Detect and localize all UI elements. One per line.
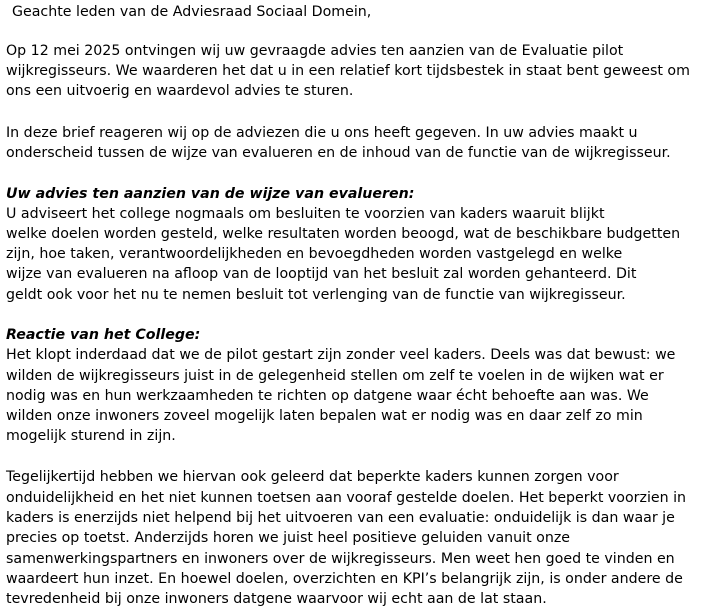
- section-heading-advice: Uw advies ten aanzien van de wijze van evalueren:: [6, 186, 415, 202]
- advice-line-2: welke doelen worden gesteld, welke resultaten worden beoogd, wat de beschikbare budgetten: [6, 226, 681, 242]
- intro-line-1: Op 12 mei 2025 ontvingen wij uw gevraagde advies ten aanzien van de Evaluatie pilot: [6, 43, 624, 59]
- reaction-p2-line-5: samenwerkingspartners en inwoners over de wijkregisseurs. Men weet hen goed te vinden en: [6, 551, 675, 567]
- response-line-1: In deze brief reageren wij op de adviezen die u ons heeft gegeven. In uw advies maakt u: [6, 125, 638, 141]
- reaction-p2-line-2: onduidelijkheid en het niet kunnen toetsen aan vooraf gestelde doelen. Het beperkt voorzien in: [6, 490, 687, 506]
- reaction-p2-line-1: Tegelijkertijd hebben we hiervan ook geleerd dat beperkte kaders kunnen zorgen voor: [6, 469, 619, 485]
- reaction-line-3: nodig was en hun werkzaamheden te richten op datgene waar écht behoefte aan was. We: [6, 388, 649, 404]
- reaction-line-2: wilden de wijkregisseurs juist in de gelegenheid stellen om zelf te voelen in de wijken wat er: [6, 368, 664, 384]
- reaction-p2-line-7: tevredenheid bij onze inwoners datgene waarvoor wij echt aan de lat staan.: [6, 591, 547, 607]
- reaction-p2-line-6: waardeert hun inzet. En hoewel doelen, overzichten en KPI’s belangrijk zijn, is onder andere de: [6, 571, 683, 587]
- reaction-p2-line-3: kaders is enerzijds niet helpend bij het uitvoeren van een evaluatie: onduidelijk is dan waar je: [6, 510, 675, 526]
- intro-line-2: wijkregisseurs. We waarderen het dat u in een relatief kort tijdsbestek in staat bent geweest om: [6, 63, 690, 79]
- reaction-p2-line-4: precies op toetst. Anderzijds horen we juist heel positieve geluiden vanuit onze: [6, 530, 571, 546]
- advice-line-4: wijze van evalueren na afloop van de looptijd van het besluit zal worden gehanteerd. Dit: [6, 266, 637, 282]
- reaction-line-1: Het klopt inderdaad dat we de pilot gestart zijn zonder veel kaders. Deels was dat bewust: we: [6, 347, 676, 363]
- salutation: Geachte leden van de Adviesraad Sociaal Domein,: [12, 4, 372, 20]
- reaction-line-5: mogelijk sturend in zijn.: [6, 428, 176, 444]
- reaction-line-4: wilden onze inwoners zoveel mogelijk laten bepalen wat er nodig was en daar zelf zo min: [6, 408, 643, 424]
- section-heading-reaction: Reactie van het College:: [6, 327, 201, 343]
- intro-line-3: ons een uitvoerig en waardevol advies te sturen.: [6, 83, 354, 99]
- advice-line-3: zijn, hoe taken, verantwoordelijkheden en bevoegdheden worden vastgelegd en welke: [6, 246, 623, 262]
- advice-line-1: U adviseert het college nogmaals om besluiten te voorzien van kaders waaruit blijkt: [6, 206, 605, 222]
- response-line-2: onderscheid tussen de wijze van evalueren en de inhoud van de functie van de wijkregisseur.: [6, 145, 671, 161]
- advice-line-5: geldt ook voor het nu te nemen besluit tot verlenging van de functie van wijkregisseur.: [6, 287, 626, 303]
